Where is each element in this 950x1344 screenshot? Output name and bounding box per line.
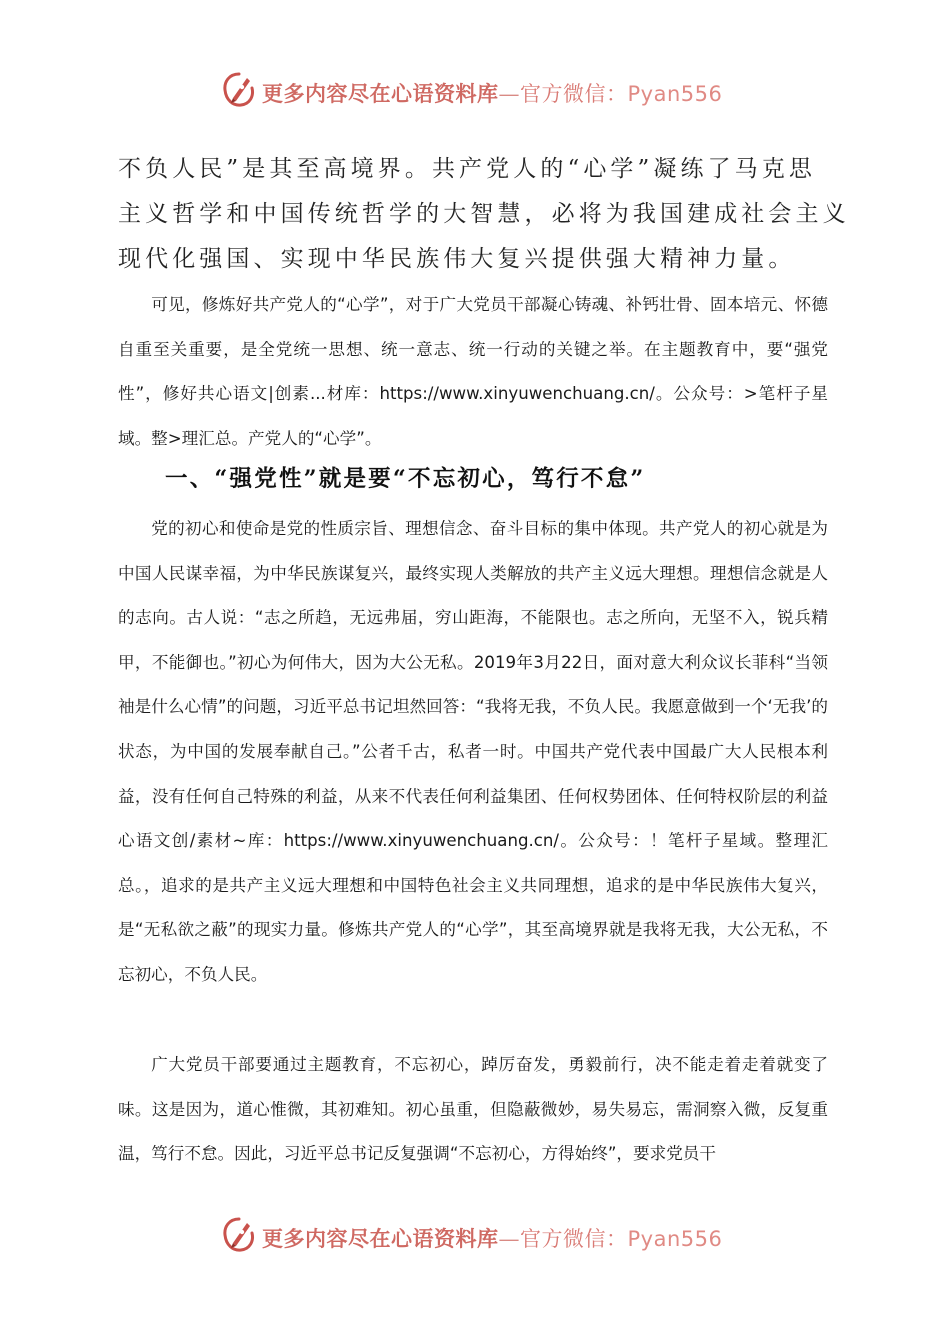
banner-separator: — <box>498 82 520 106</box>
pen-logo-icon <box>221 70 257 110</box>
banner-text <box>262 1223 722 1253</box>
intro-line-2: 主义哲学和中国传统哲学的大智慧，必将为我国建成社会主义 <box>118 201 850 227</box>
banner-brand: 更多内容尽在心语资料库 <box>262 81 499 106</box>
paragraph-3: 广大党员干部要通过主题教育，不忘初心，踔厉奋发，勇毅前行，决不能走着走着就变了味。这是因为，道心惟微，其初难知。初心虽重，但隐蔽微妙，易失易忘，需洞察入微，反复重温，笃行不怠。因此，习近平总书记反复强调“不忘初心，方得始终”，要求党员干 <box>118 1055 828 1164</box>
footer-banner <box>0 1213 950 1263</box>
section-heading: 一、“强党性”就是要“不忘初心，笃行不怠” <box>165 466 646 492</box>
banner-contact-id: Pyan556 <box>627 1227 723 1251</box>
banner-brand: 更多内容尽在心语资料库 <box>262 1226 499 1251</box>
paragraph-2: 党的初心和使命是党的性质宗旨、理想信念、奋斗目标的集中体现。共产党人的初心就是为中国人民谋幸福，为中华民族谋复兴，最终实现人类解放的共产主义远大理想。理想信念就是人的志向。古人说：“志之所趋，无远弗届，穷山距海，不能限也。志之所向，无坚不入，锐兵精甲，不能御也。”初心为何伟大，因为大公无私。2019年3月22日，面对意大利众议长菲科“当领袖是什么心情”的问题，习近平总书记坦然回答：“我将无我，不负人民。我愿意做到一个‘无我’的状态，为中国的发展奉献自己。”公者千古，私者一时。中国共产党代表中国最广大人民根本利益，没有任何自己特殊的利益，从来不代表任何利益集团、任何权势团体、任何特权阶层的利益心语文创/素材~库：https://www.xinyuwenchuang.cn/。公众号：！笔杆子星域。整理汇总。，追求的是共产主义远大理想和中国特色社会主义共同理想，追求的是中华民族伟大复兴，是“无私欲之蔽”的现实力量。修炼共产党人的“心学”，其至高境界就是我将无我，大公无私，不忘初心，不负人民。 <box>118 519 828 984</box>
header-banner <box>0 68 950 118</box>
banner-contact-label: 官方微信： <box>520 82 628 106</box>
banner-contact-label: 官方微信： <box>520 1227 628 1251</box>
banner-contact-id: Pyan556 <box>627 82 723 106</box>
pen-logo-icon <box>221 1215 257 1255</box>
intro-line-1: 不负人民”是其至高境界。共产党人的“心学”凝练了马克思 <box>118 156 816 182</box>
intro-line-3: 现代化强国、实现中华民族伟大复兴提供强大精神力量。 <box>118 246 796 272</box>
paragraph-1: 可见，修炼好共产党人的“心学”，对于广大党员干部凝心铸魂、补钙壮骨、固本培元、怀德自重至关重要，是全党统一思想、统一意志、统一行动的关键之举。在主题教育中，要“强党性”，修好共心语文|创素...材库：https://www.xinyuwenchuang.cn/。公众号：>笔杆子星域。整>理汇总。产党人的“心学”。 <box>118 295 828 448</box>
banner-separator: — <box>498 1227 520 1251</box>
banner-text <box>262 78 722 108</box>
